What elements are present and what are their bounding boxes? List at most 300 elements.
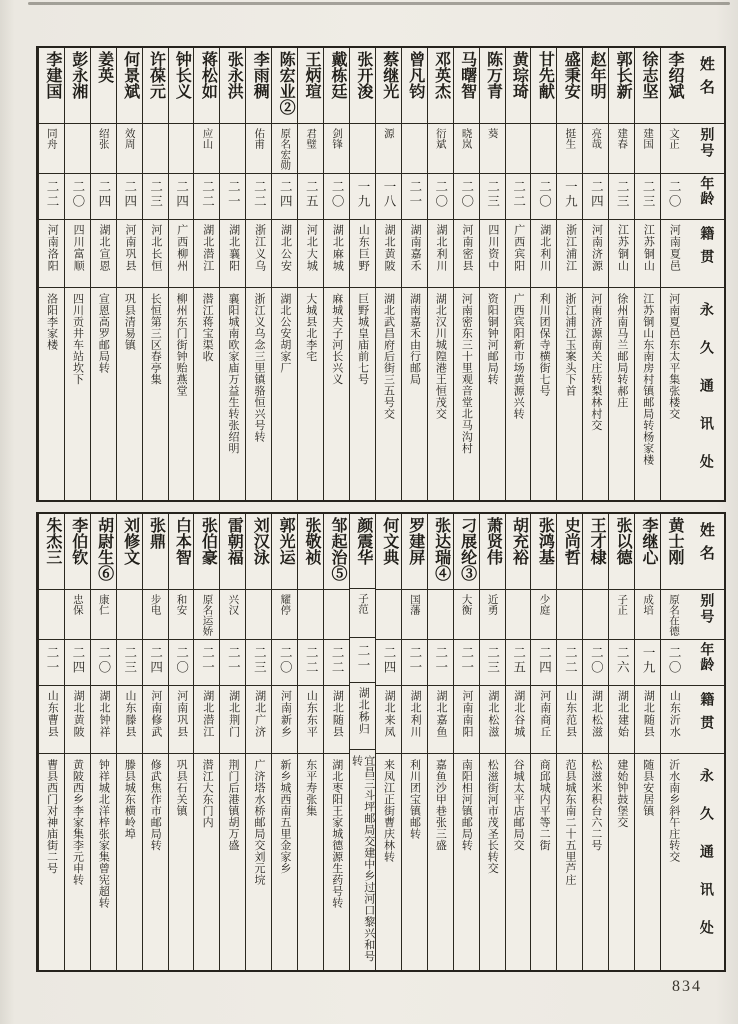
- person-name-cell: [480, 514, 505, 590]
- person-column: [660, 48, 686, 500]
- person-address-cell: [428, 288, 453, 500]
- person-native: 湖南嘉禾: [409, 224, 422, 272]
- person-address: 襄阳城南欧家庙万益生转张绍明: [227, 293, 240, 454]
- person-address-cell: [506, 754, 531, 970]
- person-age-cell: [194, 174, 219, 220]
- person-address-cell: [324, 288, 349, 500]
- person-native: 湖北松滋: [486, 690, 499, 738]
- person-native: 湖北秭归: [357, 687, 370, 736]
- person-age-cell: [117, 174, 142, 220]
- person-age: 二〇: [174, 646, 189, 675]
- person-alias-cell: [506, 124, 531, 174]
- person-native-cell: [272, 686, 297, 754]
- person-name-cell: [246, 48, 271, 124]
- person-name-cell: [428, 514, 453, 590]
- person-alias: 原名在德: [668, 594, 680, 636]
- person-age: 二〇: [537, 180, 552, 209]
- person-age: 二六: [615, 646, 630, 675]
- person-age: 二三: [252, 646, 267, 675]
- person-native-cell: [143, 220, 168, 288]
- registry-table-bottom: [36, 512, 726, 972]
- person-address: 柳州东门街钟贻燕堂: [175, 293, 188, 397]
- person-column: [660, 514, 686, 970]
- person-address: 江苏铜山东南房村镇邮局转杨家楼: [641, 293, 654, 466]
- person-name: 郭光运: [277, 517, 295, 565]
- person-native: 湖北钟祥: [98, 690, 111, 738]
- person-alias: 近勇: [486, 594, 498, 615]
- person-native: 湖北广济: [253, 690, 266, 738]
- person-age-cell: [65, 640, 90, 686]
- person-name-cell: [324, 48, 349, 124]
- person-native-cell: [65, 220, 90, 288]
- person-alias-cell: [531, 590, 556, 640]
- person-name-cell: [376, 514, 401, 590]
- person-address: 新乡城西南五里金家乡: [278, 759, 291, 874]
- person-name-cell: [506, 514, 531, 590]
- person-native: 山东巨野: [357, 224, 370, 272]
- person-age: 二一: [407, 180, 422, 209]
- person-alias: 少庭: [538, 594, 550, 615]
- person-address-cell: [117, 288, 142, 500]
- header-age-cell: [686, 174, 724, 220]
- person-column: [608, 48, 634, 500]
- person-name: 张开浚: [354, 51, 372, 99]
- person-column: [297, 514, 323, 970]
- person-age: 二一: [433, 646, 448, 675]
- person-alias-cell: [272, 590, 297, 640]
- person-column: [556, 514, 582, 970]
- person-address-cell: [143, 288, 168, 500]
- person-name-cell: [65, 514, 90, 590]
- person-alias: 晓岚: [460, 128, 472, 149]
- person-age-cell: [220, 640, 245, 686]
- person-native: 山东曹县: [46, 690, 59, 738]
- person-age: 二四: [537, 646, 552, 675]
- person-native-cell: [557, 220, 582, 288]
- person-alias: 文正: [668, 128, 680, 149]
- person-age: 二一: [226, 180, 241, 209]
- person-native-cell: [350, 683, 375, 750]
- person-name: 胡尉生⑥: [95, 517, 113, 581]
- person-native-cell: [169, 220, 194, 288]
- person-alias: 成培: [642, 594, 654, 615]
- person-native-cell: [583, 220, 608, 288]
- person-alias: 挺生: [564, 128, 576, 149]
- person-alias-cell: [91, 590, 116, 640]
- person-column: [479, 48, 505, 500]
- person-native: 河南商丘: [538, 690, 551, 738]
- header-address-label: 永久通讯处: [697, 768, 713, 958]
- person-name: 黄士刚: [665, 517, 683, 565]
- person-column: [193, 514, 219, 970]
- person-native-cell: [91, 220, 116, 288]
- person-age-cell: [65, 174, 90, 220]
- person-native-cell: [246, 686, 271, 754]
- person-age: 二三: [148, 180, 163, 209]
- person-name-cell: [661, 48, 686, 124]
- person-address-cell: [583, 754, 608, 970]
- person-age-cell: [143, 174, 168, 220]
- person-alias-cell: [376, 590, 401, 640]
- header-native-cell: [686, 686, 724, 754]
- person-age: 二四: [381, 646, 396, 675]
- person-native-cell: [480, 686, 505, 754]
- person-name: 甘先献: [536, 51, 554, 99]
- person-name: 张永洪: [225, 51, 243, 99]
- person-alias-cell: [609, 590, 634, 640]
- person-address-cell: [39, 754, 64, 970]
- person-column: [349, 48, 375, 500]
- person-alias-cell: [350, 124, 375, 174]
- person-alias-cell: [454, 590, 479, 640]
- person-column: [453, 48, 479, 500]
- person-name: 张伯豪: [199, 517, 217, 565]
- person-address: 滕县城东横岭埠: [123, 759, 136, 840]
- person-alias-cell: [402, 124, 427, 174]
- person-address-cell: [635, 754, 660, 970]
- person-alias-cell: [91, 124, 116, 174]
- person-address-cell: [65, 754, 90, 970]
- person-address: 利川团宝镇邮转: [408, 759, 421, 840]
- header-address-label: 永久通讯处: [697, 302, 713, 492]
- person-address-cell: [350, 288, 375, 500]
- person-alias-cell: [635, 124, 660, 174]
- person-native-cell: [454, 686, 479, 754]
- header-address-cell: [686, 288, 724, 500]
- person-column: [64, 48, 90, 500]
- person-address: 洛阳李家楼: [45, 293, 58, 351]
- person-native: 河南济源: [590, 224, 603, 272]
- person-address: 资阳铜钟河邮局转: [486, 293, 499, 385]
- person-native-cell: [454, 220, 479, 288]
- person-address-cell: [194, 288, 219, 500]
- person-native: 河北大城: [305, 224, 318, 272]
- person-age-cell: [194, 640, 219, 686]
- person-column: [168, 514, 194, 970]
- person-name: 雷朝福: [225, 517, 243, 565]
- person-age-cell: [39, 174, 64, 220]
- person-age-cell: [272, 174, 297, 220]
- person-address: 范县城东南二十五里芦庄: [564, 759, 576, 886]
- person-address: 麻城夫子河长兴义: [330, 293, 343, 385]
- person-name-cell: [65, 48, 90, 124]
- person-address: 来凤江正街曹庆林转: [382, 759, 395, 863]
- person-age: 一九: [563, 180, 578, 209]
- person-age: 二三: [485, 646, 500, 675]
- person-age: 二〇: [459, 180, 474, 209]
- person-address: 商邱城内平等二街: [538, 759, 551, 851]
- person-address-cell: [298, 288, 323, 500]
- person-alias-cell: [661, 124, 686, 174]
- person-age-cell: [350, 174, 375, 220]
- person-column: [323, 514, 349, 970]
- person-alias-cell: [39, 124, 64, 174]
- person-name-cell: [324, 514, 349, 590]
- person-alias-cell: [169, 590, 194, 640]
- person-address-cell: [194, 754, 219, 970]
- person-native-cell: [402, 220, 427, 288]
- person-address: 利川团保寺横街七号: [538, 293, 551, 397]
- person-address-cell: [531, 754, 556, 970]
- person-alias: 应山: [201, 128, 213, 149]
- person-age: 二一: [407, 646, 422, 675]
- person-native-cell: [39, 220, 64, 288]
- person-native-cell: [635, 220, 660, 288]
- person-name-cell: [531, 514, 556, 590]
- person-native: 四川资中: [486, 224, 499, 272]
- person-address: 松滋米积台六二号: [589, 759, 602, 851]
- person-age: 二一: [44, 646, 59, 675]
- person-column: [479, 514, 505, 970]
- person-native: 山东东平: [305, 690, 318, 738]
- person-age: 二〇: [278, 646, 293, 675]
- person-name-cell: [91, 48, 116, 124]
- person-alias: 康仁: [97, 594, 109, 615]
- person-name-cell: [39, 514, 64, 590]
- person-address: 巩县清易镇: [123, 293, 136, 351]
- person-name: 彭永湘: [69, 51, 87, 99]
- person-name: 黄琮琦: [510, 51, 528, 99]
- person-native: 山东范县: [564, 690, 577, 738]
- person-address-cell: [91, 288, 116, 500]
- person-address-cell: [220, 288, 245, 500]
- person-address-cell: [557, 288, 582, 500]
- person-column: [90, 514, 116, 970]
- person-address-cell: [169, 754, 194, 970]
- person-native-cell: [402, 686, 427, 754]
- person-alias: 步电: [149, 594, 161, 615]
- person-column: [90, 48, 116, 500]
- person-age: 二二: [304, 646, 319, 675]
- person-address-cell: [583, 288, 608, 500]
- person-native-cell: [298, 220, 323, 288]
- person-age: 一九: [641, 646, 656, 675]
- person-native: 湖北襄阳: [227, 224, 240, 272]
- header-age-label: 年龄: [698, 642, 714, 672]
- person-name-cell: [350, 514, 375, 589]
- person-name: 蒋松如: [199, 51, 217, 99]
- person-native-cell: [350, 220, 375, 288]
- person-address: 潜江蒋宝渠收: [201, 293, 214, 362]
- person-alias-cell: [531, 124, 556, 174]
- person-age: 二四: [70, 646, 85, 675]
- person-address-cell: [480, 288, 505, 500]
- person-age: 二〇: [433, 180, 448, 209]
- person-address: 修武焦作市邮局转: [149, 759, 162, 851]
- person-age: 二四: [148, 646, 163, 675]
- person-column: [582, 48, 608, 500]
- person-name-cell: [298, 48, 323, 124]
- person-name-cell: [506, 48, 531, 124]
- person-age: 一九: [356, 180, 371, 209]
- person-alias-cell: [143, 590, 168, 640]
- person-native-cell: [220, 686, 245, 754]
- person-name: 白本智: [173, 517, 191, 565]
- person-age-cell: [506, 174, 531, 220]
- person-native-cell: [194, 220, 219, 288]
- person-column: [116, 48, 142, 500]
- person-native: 湖北随县: [642, 690, 655, 738]
- person-address-cell: [324, 754, 349, 970]
- person-age: 二〇: [330, 180, 345, 209]
- person-address-cell: [246, 754, 271, 970]
- person-name-cell: [557, 48, 582, 124]
- person-native: 湖北麻城: [331, 224, 344, 272]
- person-alias-cell: [117, 124, 142, 174]
- person-age-cell: [506, 640, 531, 686]
- person-native-cell: [609, 220, 634, 288]
- person-native: 浙江义乌: [253, 224, 266, 272]
- person-address-cell: [454, 288, 479, 500]
- person-native: 湖北松滋: [590, 690, 603, 738]
- header-native-cell: [686, 220, 724, 288]
- person-address: 黄陂西乡李家集李元申转: [71, 759, 84, 886]
- person-name-cell: [583, 514, 608, 590]
- person-native-cell: [39, 686, 64, 754]
- person-native-cell: [376, 686, 401, 754]
- person-age-cell: [583, 174, 608, 220]
- person-column: [116, 514, 142, 970]
- person-column: [530, 48, 556, 500]
- person-age-cell: [480, 640, 505, 686]
- person-age: 二一: [226, 646, 241, 675]
- person-native: 浙江浦江: [564, 224, 577, 272]
- person-alias: 建国: [642, 128, 654, 149]
- person-native-cell: [583, 686, 608, 754]
- person-native: 湖北利川: [538, 224, 551, 272]
- person-name-cell: [272, 514, 297, 590]
- person-column: [634, 514, 660, 970]
- person-address-cell: [169, 288, 194, 500]
- person-name: 王炳瑄: [303, 51, 321, 99]
- person-name: 朱杰三: [43, 517, 61, 565]
- person-address: 宣恩高罗邮局转: [97, 293, 110, 374]
- person-native-cell: [65, 686, 90, 754]
- person-name-cell: [376, 48, 401, 124]
- header-column: [686, 514, 724, 970]
- person-age-cell: [324, 174, 349, 220]
- person-address-cell: [143, 754, 168, 970]
- person-alias-cell: [272, 124, 297, 174]
- person-native: 河南南阳: [460, 690, 473, 738]
- person-name: 徐志坚: [640, 51, 658, 99]
- person-name-cell: [454, 514, 479, 590]
- person-alias-cell: [557, 124, 582, 174]
- person-native-cell: [143, 686, 168, 754]
- person-native-cell: [169, 686, 194, 754]
- person-alias: 绍张: [97, 128, 109, 149]
- person-age-cell: [324, 640, 349, 686]
- person-native: 湖北黄陂: [383, 224, 396, 272]
- person-address: 潜江大东门内: [201, 759, 214, 828]
- person-age: 二四: [174, 180, 189, 209]
- person-alias: 亮哉: [590, 128, 602, 149]
- person-name: 姜英: [95, 51, 113, 83]
- person-alias: 效周: [123, 128, 135, 149]
- person-address-cell: [661, 288, 686, 500]
- person-age-cell: [557, 640, 582, 686]
- person-name-cell: [220, 514, 245, 590]
- person-column: [556, 48, 582, 500]
- person-column: [142, 514, 168, 970]
- person-name-cell: [91, 514, 116, 590]
- person-age-cell: [583, 640, 608, 686]
- person-alias-cell: [298, 124, 323, 174]
- person-column: [38, 48, 64, 500]
- person-alias: 和安: [175, 594, 187, 615]
- person-name: 李雨稠: [251, 51, 269, 99]
- person-name: 李伯钦: [69, 517, 87, 565]
- person-age-cell: [91, 174, 116, 220]
- person-name-cell: [635, 514, 660, 590]
- person-address: 河南密东三十里观音堂北马沟村: [460, 293, 473, 454]
- person-native-cell: [324, 686, 349, 754]
- person-name-cell: [454, 48, 479, 124]
- person-name: 颜震华: [354, 517, 372, 565]
- person-address: 巩县石关镇: [175, 759, 188, 817]
- person-alias-cell: [324, 124, 349, 174]
- person-alias: 国藩: [408, 594, 420, 615]
- person-name-cell: [169, 514, 194, 590]
- person-native: 湖北建始: [616, 690, 629, 738]
- person-column: [297, 48, 323, 500]
- person-alias-cell: [117, 590, 142, 640]
- person-alias-cell: [506, 590, 531, 640]
- person-alias: 源: [382, 128, 394, 139]
- person-name-cell: [272, 48, 297, 124]
- person-native-cell: [635, 686, 660, 754]
- person-native-cell: [246, 220, 271, 288]
- person-name: 钟长义: [173, 51, 191, 99]
- person-name: 盛秉安: [562, 51, 580, 99]
- person-name-cell: [117, 48, 142, 124]
- person-native-cell: [117, 220, 142, 288]
- person-age: 二〇: [70, 180, 85, 209]
- person-address: 浙江浦江玉案头下首: [564, 293, 576, 397]
- person-address: 湖北汉川城隍港王恒茂交: [434, 293, 447, 420]
- person-native-cell: [324, 220, 349, 288]
- person-alias-cell: [583, 124, 608, 174]
- person-name: 刁展纶③: [458, 517, 476, 581]
- person-name-cell: [480, 48, 505, 124]
- person-name-cell: [298, 514, 323, 590]
- person-address: 钟祥城北洋梓张家集曾宪超转: [97, 759, 110, 909]
- person-alias-cell: [480, 590, 505, 640]
- person-native: 河南洛阳: [46, 224, 59, 272]
- person-age-cell: [428, 640, 453, 686]
- person-address-cell: [661, 754, 686, 970]
- person-column: [38, 514, 64, 970]
- person-name: 李继心: [640, 517, 658, 565]
- person-address-cell: [609, 288, 634, 500]
- person-column: [401, 48, 427, 500]
- person-address: 宜昌三斗坪邮局交建中乡过河口黎兴和号转: [350, 755, 375, 963]
- person-age-cell: [272, 640, 297, 686]
- person-column: [142, 48, 168, 500]
- header-native-label: 籍贯: [698, 692, 714, 738]
- person-native-cell: [117, 686, 142, 754]
- person-alias-cell: [65, 590, 90, 640]
- person-address: 沂水南乡斜午庄转交: [667, 759, 680, 863]
- person-alias-cell: [454, 124, 479, 174]
- person-alias-cell: [169, 124, 194, 174]
- person-address: 湖南嘉禾由行邮局: [408, 293, 421, 385]
- person-alias: 耀停: [279, 594, 291, 615]
- person-age-cell: [531, 640, 556, 686]
- person-native-cell: [506, 220, 531, 288]
- person-alias-cell: [635, 590, 660, 640]
- person-address-cell: [402, 288, 427, 500]
